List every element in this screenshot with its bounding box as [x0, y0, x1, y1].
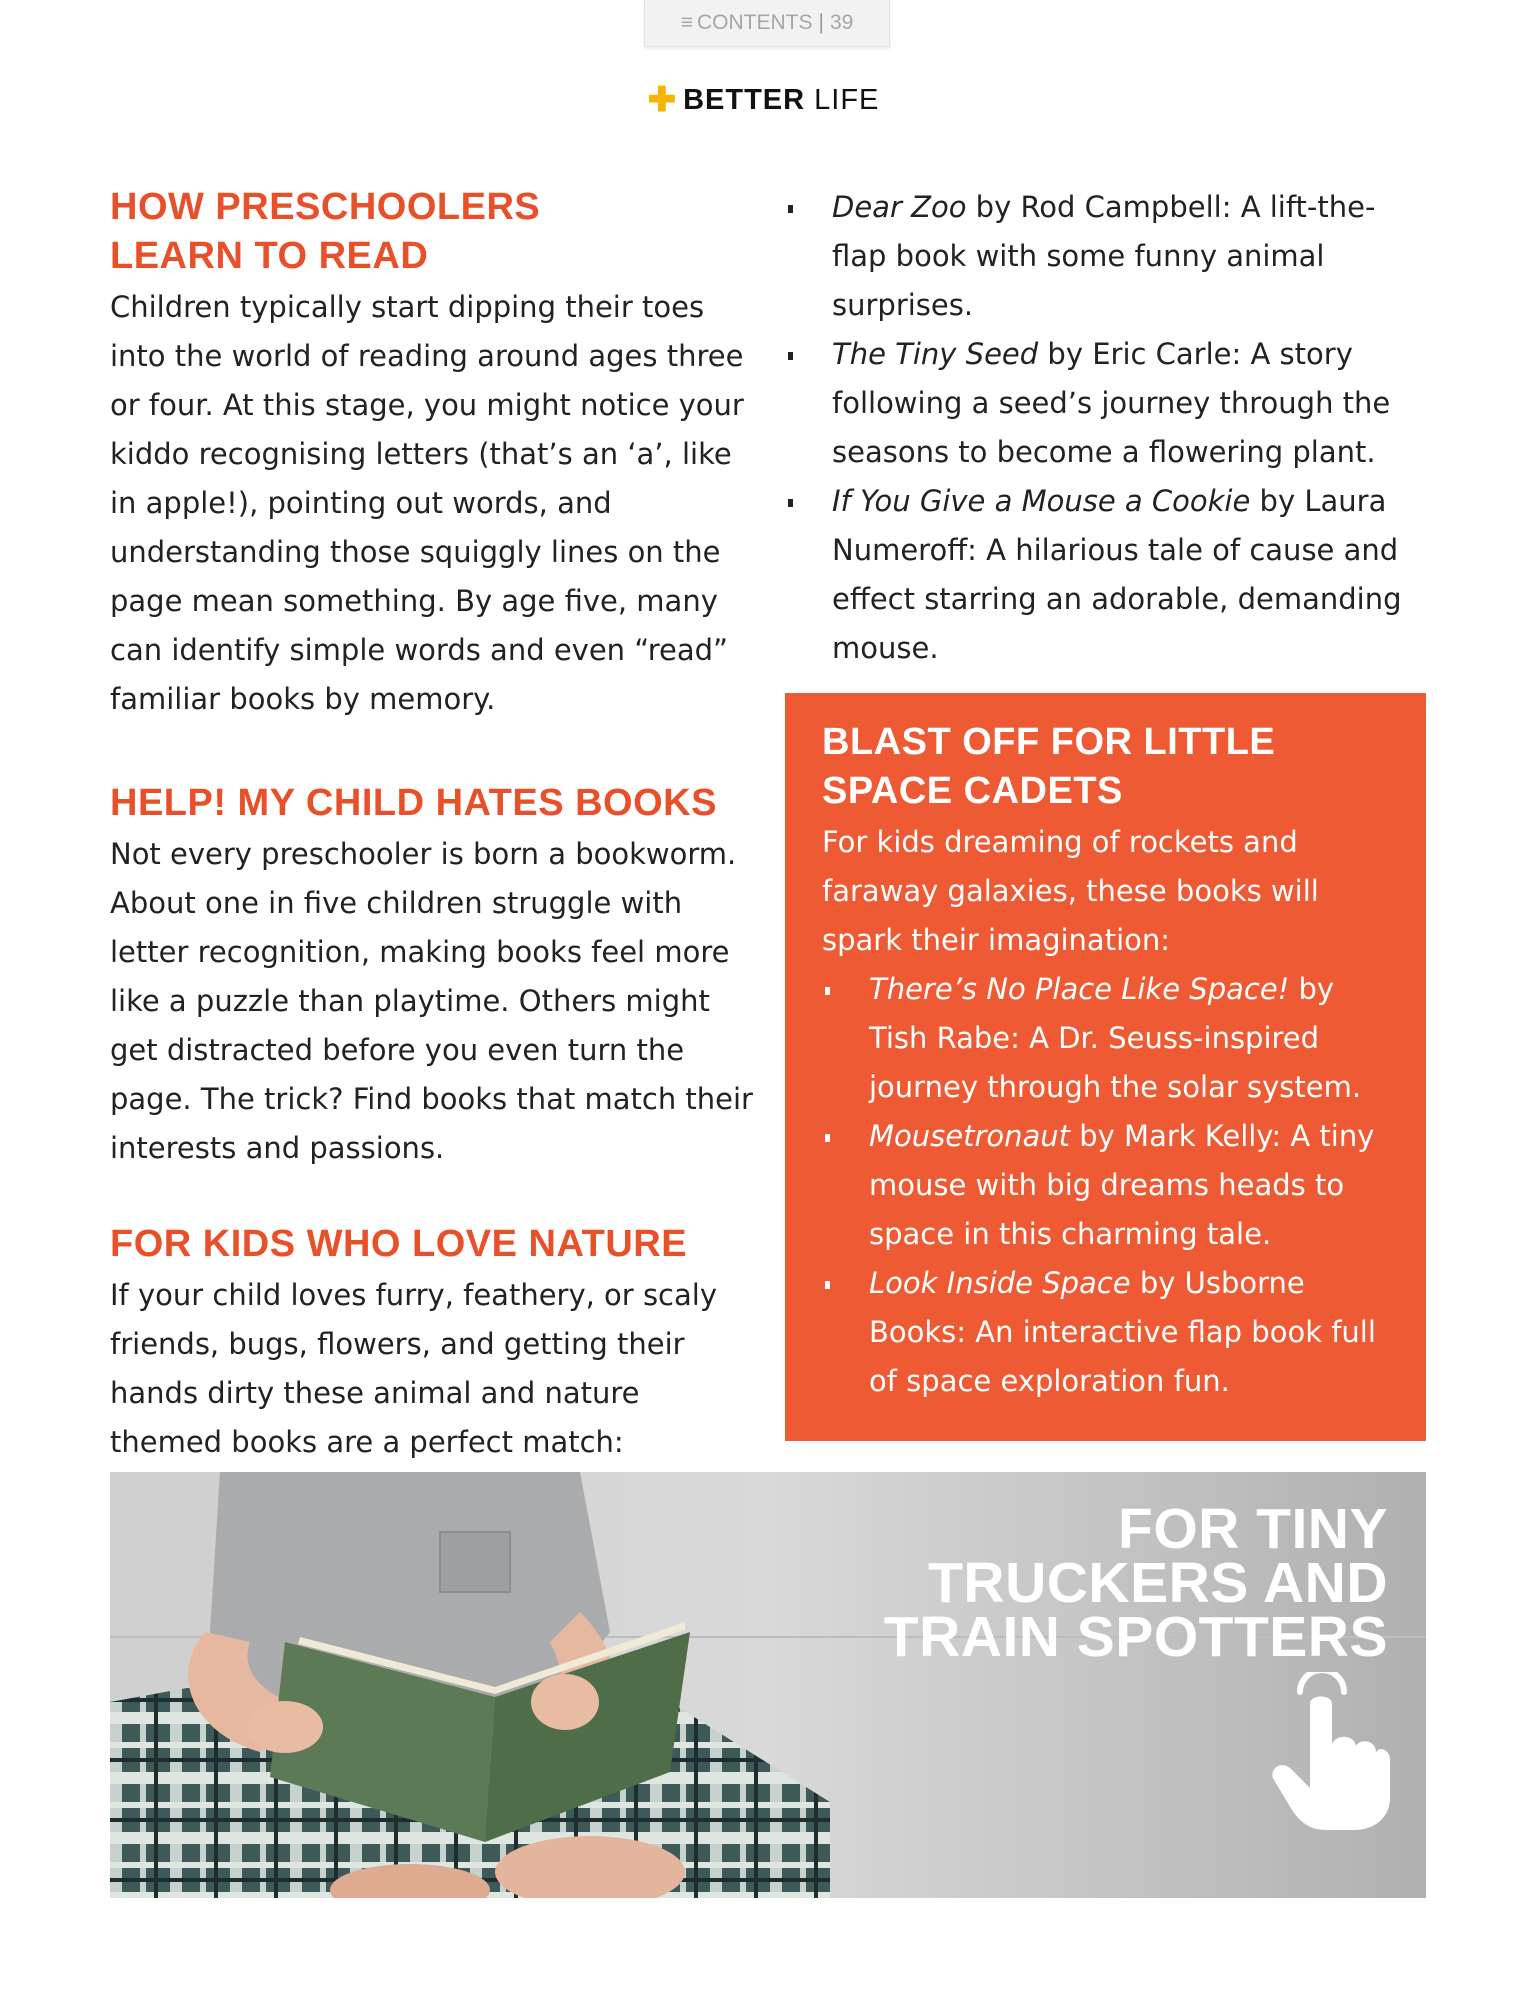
- list-item: [785, 330, 1425, 477]
- banner-title: [883, 1497, 1388, 1669]
- paragraph-how-preschoolers-learn: Children typically start dipping their toes into the world of reading around ages three or four. At this stage, you might notice your kiddo recognising letters (that’s an ‘a’, like in apple!), pointing out words, and understanding those squiggly lines on the page mean something. By age five, many can identify simple words and even “read” familiar books by memory.: [110, 290, 744, 716]
- heading-how-preschoolers-learn: [110, 183, 760, 281]
- paragraph-kids-love-nature: If your child loves furry, feathery, or scaly friends, bugs, flowers, and getting their hands dirty these animal and nature themed books are a perfect match:: [110, 1278, 717, 1459]
- page-number: 39: [829, 11, 854, 34]
- book-title: Look Inside Space: [869, 1266, 1131, 1300]
- nature-book-list: [785, 183, 1425, 673]
- contents-label: CONTENTS: [696, 11, 813, 34]
- book-title: Mousetronaut: [869, 1119, 1071, 1153]
- nav-separator: |: [818, 11, 824, 34]
- heading-line: LEARN TO READ: [110, 235, 429, 277]
- heading-line: SPACE CADETS: [822, 770, 1123, 812]
- plus-icon: ✚: [647, 81, 678, 119]
- section-tag: [0, 80, 1527, 120]
- section-tag-regular: LIFE: [814, 84, 880, 116]
- right-column: [785, 183, 1425, 673]
- book-title: The Tiny Seed: [832, 337, 1039, 371]
- book-description: by Rod Campbell: A lift-the-flap book with some funny animal surprises.: [832, 190, 1376, 322]
- book-title: Dear Zoo: [832, 190, 967, 224]
- space-cadets-box: [785, 693, 1426, 1441]
- section-tag-bold: BETTER: [683, 84, 806, 116]
- book-description: by Mark Kelly: A tiny mouse with big dreams heads to space in this charming tale.: [869, 1119, 1375, 1251]
- paragraph-child-hates-books: Not every preschooler is born a bookworm. About one in five children struggle with letter recognition, making books feel more like a puzzle than playtime. Others might get distracted before you even turn the page. The trick? Find books that match their interests and passions.: [110, 837, 753, 1165]
- book-description: by Laura Numeroff: A hilarious tale of cause and effect starring an adorable, demanding mouse.: [832, 484, 1402, 665]
- banner-title-line: TRUCKERS AND: [928, 1551, 1388, 1615]
- book-description: by Tish Rabe: A Dr. Seuss-inspired journey through the solar system.: [869, 972, 1362, 1104]
- list-item: [822, 965, 1390, 1112]
- heading-line: HOW PRESCHOOLERS: [110, 186, 541, 228]
- heading-kids-love-nature: FOR KIDS WHO LOVE NATURE: [110, 1223, 688, 1265]
- book-description: by Usborne Books: An interactive flap book full of space exploration fun.: [869, 1266, 1376, 1398]
- tap-hand-icon[interactable]: [1270, 1672, 1390, 1832]
- menu-icon: ≡: [680, 11, 693, 34]
- list-item: [785, 183, 1425, 330]
- book-description: by Eric Carle: A story following a seed’s journey through the seasons to become a flowering plant.: [832, 337, 1391, 469]
- banner-title-line: TRAIN SPOTTERS: [883, 1605, 1388, 1669]
- list-item: [785, 477, 1425, 673]
- tiny-truckers-banner[interactable]: [110, 1472, 1426, 1898]
- contents-nav[interactable]: [644, 0, 890, 47]
- banner-title-line: FOR TINY: [1118, 1497, 1388, 1561]
- heading-space-cadets: [822, 718, 1390, 816]
- list-item: [822, 1259, 1390, 1406]
- paragraph-space-intro: For kids dreaming of rockets and faraway galaxies, these books will spark their imagination:: [822, 825, 1319, 957]
- book-title: If You Give a Mouse a Cookie: [832, 484, 1251, 518]
- left-column: [110, 183, 760, 1467]
- list-item: [822, 1112, 1390, 1259]
- book-title: There’s No Place Like Space!: [869, 972, 1290, 1006]
- space-book-list: [822, 965, 1390, 1406]
- heading-line: BLAST OFF FOR LITTLE: [822, 721, 1276, 763]
- heading-child-hates-books: HELP! MY CHILD HATES BOOKS: [110, 782, 717, 824]
